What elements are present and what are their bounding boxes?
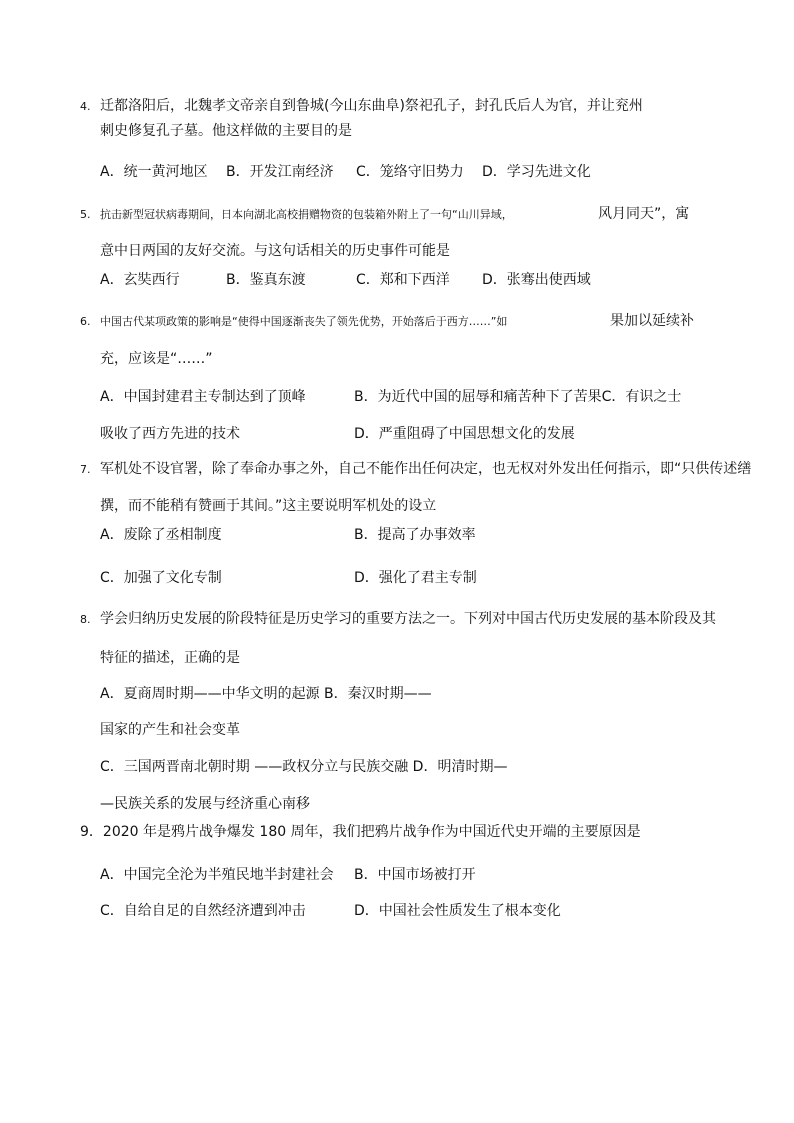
option-a: A．中国封建君主专制达到了顶峰 xyxy=(100,389,306,405)
question-stem-line-2: 特征的描述，正确的是 xyxy=(100,650,240,666)
option-c-d: C．三国两晋南北朝时期 ——政权分立与民族交融 D．明清时期— xyxy=(100,759,508,775)
question-stem-line-2: 意中日两国的友好交流。与这句话相关的历史事件可能是 xyxy=(100,243,450,259)
option-d: D．学习先进文化 xyxy=(482,164,591,180)
option-d-continuation: —民族关系的发展与经济重心南移 xyxy=(100,796,310,812)
question-number: 8. xyxy=(80,613,91,626)
option-b: B．为近代中国的屈辱和痛苦种下了苦果C．有识之士 xyxy=(354,389,682,405)
question-stem-line-1: 迁都洛阳后，北魏孝文帝亲自到鲁城(今山东曲阜)祭祀孔子，封孔氏后人为官，并让兖州 xyxy=(100,98,643,114)
option-a: A．统一黄河地区 xyxy=(100,164,208,180)
option-c: C．自给自足的自然经济遭到冲击 xyxy=(100,903,306,919)
question-stem-line-1b: 果加以延续补 xyxy=(610,313,694,329)
question-stem-line-1a: 中国古代某项政策的影响是“使得中国逐渐丧失了领先优势，开始落后于西方……”如 xyxy=(100,315,508,328)
question-stem-line-1: 学会归纳历史发展的阶段特征是历史学习的重要方法之一。下列对中国古代历史发展的基本阶段及其 xyxy=(100,611,716,627)
option-b: B．开发江南经济 xyxy=(226,164,334,180)
option-c: C．郑和下西洋 xyxy=(356,272,450,288)
option-b: B．中国市场被打开 xyxy=(354,867,476,883)
question-number: 4. xyxy=(80,100,91,113)
question-stem-line-2: 刺史修复孔子墓。他这样做的主要目的是 xyxy=(100,123,352,139)
option-a: A．玄奘西行 xyxy=(100,272,180,288)
question-stem-line-1: 9．2020 年是鸦片战争爆发 180 周年，我们把鸦片战争作为中国近代史开端的主要原因是 xyxy=(80,824,641,840)
option-a: A．废除了丞相制度 xyxy=(100,527,222,543)
option-c-continuation: 吸收了西方先进的技术 xyxy=(100,426,240,442)
option-b: B．提高了办事效率 xyxy=(354,527,476,543)
option-c: C．笼络守旧势力 xyxy=(356,164,464,180)
option-d: D．中国社会性质发生了根本变化 xyxy=(354,903,561,919)
question-number: 6. xyxy=(80,315,91,328)
option-b-continuation: 国家的产生和社会变革 xyxy=(100,722,240,738)
option-c: C．加强了文化专制 xyxy=(100,570,222,586)
question-number: 7. xyxy=(80,463,91,476)
option-a-b: A．夏商周时期——中华文明的起源 B．秦汉时期—— xyxy=(100,686,432,702)
option-d: D．严重阻碍了中国思想文化的发展 xyxy=(354,426,575,442)
question-stem-line-1: 军机处不设官署，除了奉命办事之外，自己不能作出任何决定，也无权对外发出任何指示，即“只供传述缮 xyxy=(100,461,752,477)
question-stem-line-1b: 风月同天”，寓 xyxy=(598,206,690,222)
option-b: B．鉴真东渡 xyxy=(226,272,306,288)
question-number: 5. xyxy=(80,208,91,221)
question-stem-line-2: 充，应该是“……” xyxy=(100,351,213,367)
option-a: A．中国完全沦为半殖民地半封建社会 xyxy=(100,867,334,883)
option-d: D．强化了君主专制 xyxy=(354,570,477,586)
question-stem-line-1a: 抗击新型冠状病毒期间，日本向湖北高校捐赠物资的包装箱外附上了一句“山川异域， xyxy=(100,208,513,221)
question-stem-line-2: 撰，而不能稍有赞画于其间。”这主要说明军机处的设立 xyxy=(100,498,437,514)
option-d: D．张骞出使西域 xyxy=(482,272,591,288)
